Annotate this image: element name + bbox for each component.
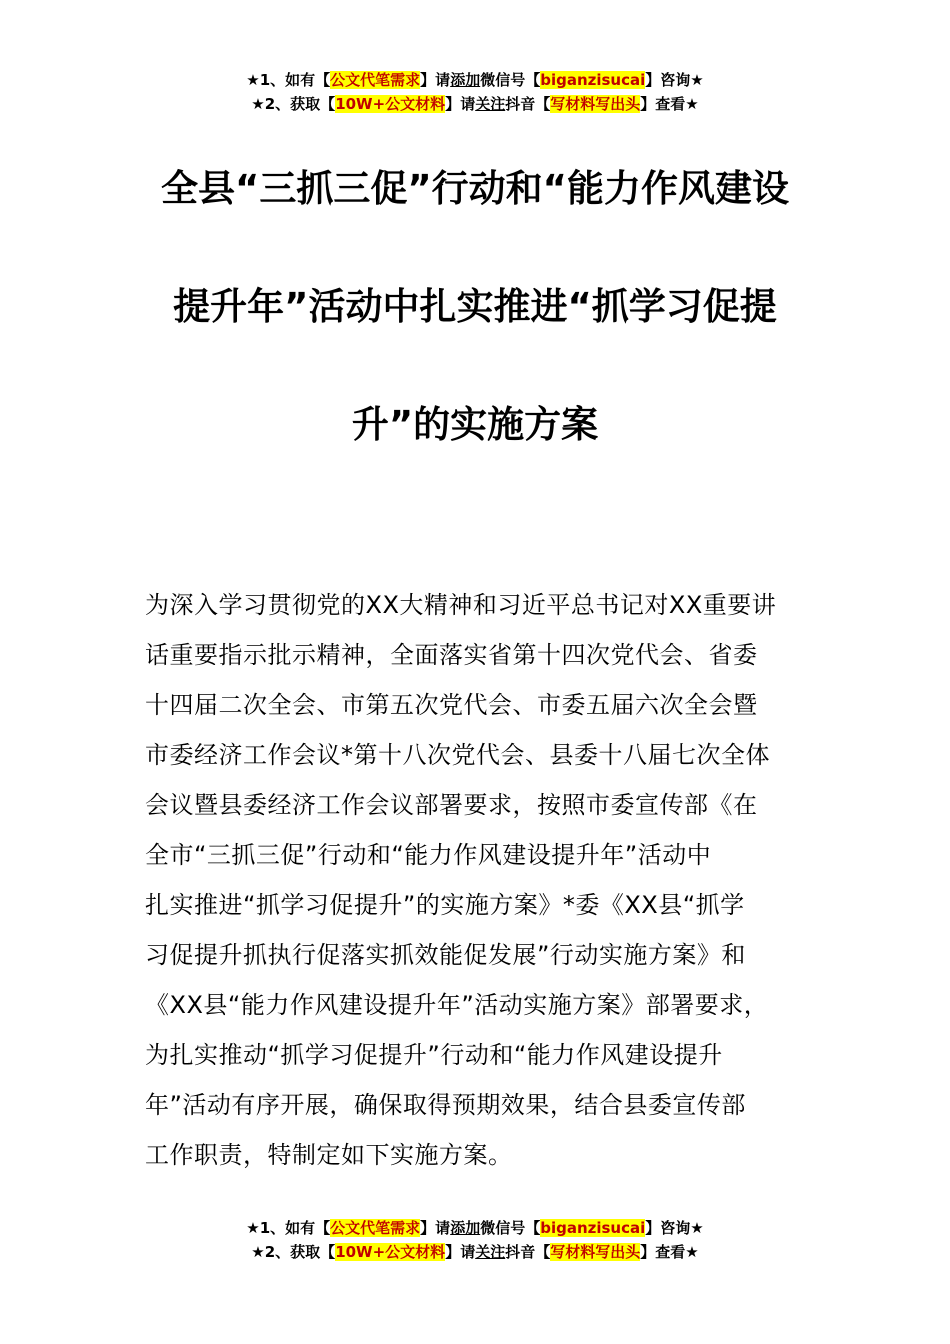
promo-highlight: 写材料写出头 bbox=[550, 95, 641, 113]
body-line: 会议暨县委经济工作会议部署要求，按照市委宣传部《在 bbox=[145, 791, 758, 819]
promo-highlight: 写材料写出头 bbox=[550, 1243, 641, 1261]
promo-text: 抖音【 bbox=[505, 1243, 551, 1261]
promo-text: 】查看★ bbox=[640, 1243, 699, 1261]
promo-highlight: 10W+公文材料 bbox=[335, 1243, 446, 1261]
promo-text: 】请 bbox=[420, 1219, 451, 1237]
promo-text: ★2、获取【 bbox=[251, 95, 336, 113]
promo-line-2 bbox=[0, 92, 950, 116]
body-line: 全市“三抓三促”行动和“能力作风建设提升年”活动中 bbox=[145, 841, 712, 869]
promo-highlight: biganzisucai bbox=[540, 1219, 646, 1237]
promo-text: ★2、获取【 bbox=[251, 1243, 336, 1261]
promo-text: 】请 bbox=[445, 95, 476, 113]
body-line: 习促提升抓执行促落实抓效能促发展”行动实施方案》和 bbox=[145, 941, 746, 969]
promo-underlined: 关注 bbox=[475, 1243, 506, 1261]
promo-text: 】请 bbox=[445, 1243, 476, 1261]
body-line: 工作职责，特制定如下实施方案。 bbox=[145, 1141, 513, 1169]
promo-text: ★1、如有【 bbox=[246, 1219, 331, 1237]
promo-text: ★1、如有【 bbox=[246, 71, 331, 89]
promo-underlined: 关注 bbox=[475, 95, 506, 113]
promo-text: 微信号【 bbox=[480, 1219, 541, 1237]
promo-highlight: 公文代笔需求 bbox=[330, 71, 421, 89]
body-line: 十四届二次全会、市第五次党代会、市委五届六次全会暨 bbox=[145, 691, 758, 719]
promo-text: 抖音【 bbox=[505, 95, 551, 113]
title-line: 提升年”活动中扎实推进“抓学习促提 bbox=[173, 285, 777, 328]
header-promo bbox=[0, 68, 950, 116]
promo-text: 】咨询★ bbox=[645, 71, 704, 89]
promo-line-2 bbox=[0, 1240, 950, 1264]
promo-highlight: 公文代笔需求 bbox=[330, 1219, 421, 1237]
body-line: 话重要指示批示精神，全面落实省第十四次党代会、省委 bbox=[145, 641, 758, 669]
promo-highlight: 10W+公文材料 bbox=[335, 95, 446, 113]
document-title bbox=[0, 130, 950, 484]
body-paragraph bbox=[145, 580, 825, 1180]
promo-text: 微信号【 bbox=[480, 71, 541, 89]
body-line: 《XX县“能力作风建设提升年”活动实施方案》部署要求， bbox=[145, 991, 769, 1019]
promo-line-1 bbox=[0, 1216, 950, 1240]
promo-line-1 bbox=[0, 68, 950, 92]
title-line: 全县“三抓三促”行动和“能力作风建设 bbox=[161, 167, 789, 210]
title-line: 升”的实施方案 bbox=[351, 403, 599, 446]
promo-underlined: 添加 bbox=[450, 1219, 481, 1237]
body-line: 为深入学习贯彻党的XX大精神和习近平总书记对XX重要讲 bbox=[145, 591, 777, 619]
body-line: 扎实推进“抓学习促提升”的实施方案》*委《XX县“抓学 bbox=[145, 891, 745, 919]
footer-promo bbox=[0, 1216, 950, 1264]
promo-highlight: biganzisucai bbox=[540, 71, 646, 89]
promo-text: 】请 bbox=[420, 71, 451, 89]
body-line: 为扎实推动“抓学习促提升”行动和“能力作风建设提升 bbox=[145, 1041, 723, 1069]
body-line: 市委经济工作会议*第十八次党代会、县委十八届七次全体 bbox=[145, 741, 770, 769]
body-line: 年”活动有序开展，确保取得预期效果，结合县委宣传部 bbox=[145, 1091, 746, 1119]
promo-underlined: 添加 bbox=[450, 71, 481, 89]
promo-text: 】咨询★ bbox=[645, 1219, 704, 1237]
promo-text: 】查看★ bbox=[640, 95, 699, 113]
